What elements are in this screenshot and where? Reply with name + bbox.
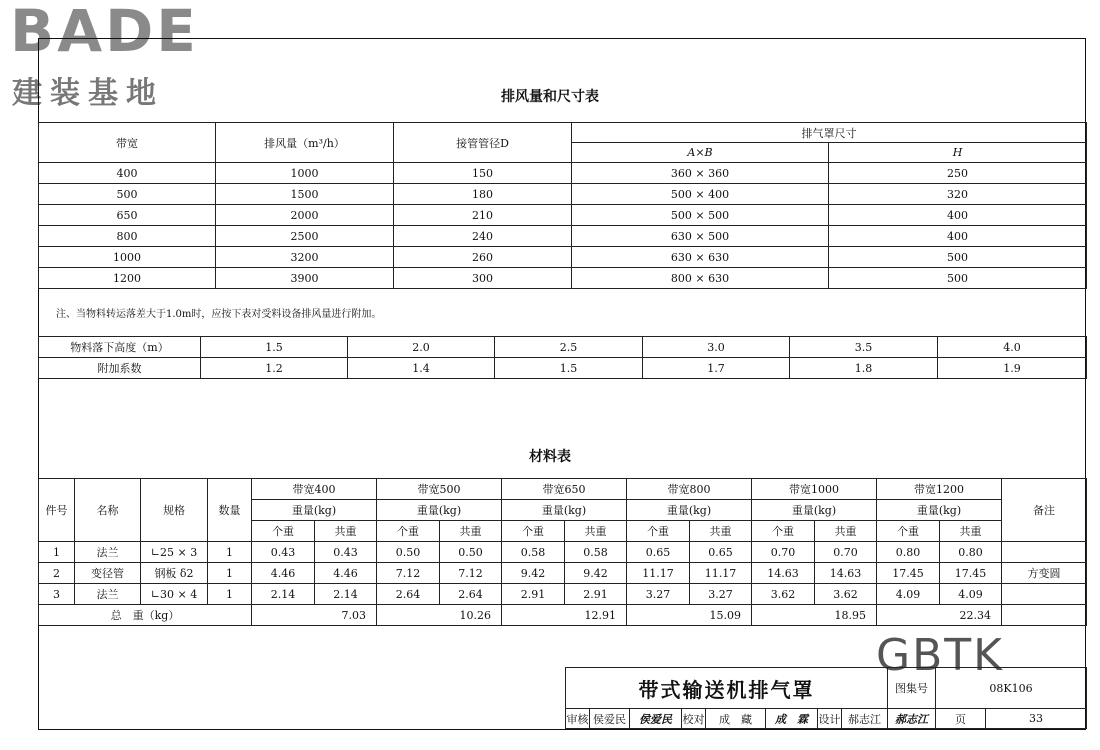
cell: 14.63	[815, 563, 877, 584]
cell: 2	[39, 563, 75, 584]
cell: 2.64	[377, 584, 440, 605]
cell: 320	[829, 184, 1087, 205]
cell: 0.65	[627, 542, 690, 563]
cell: 2.0	[348, 337, 495, 358]
table-row	[39, 163, 1087, 184]
table-row	[39, 584, 1087, 605]
header-no: 件号	[39, 479, 75, 542]
checker-name: 成 藏	[706, 709, 766, 729]
cell: 14.63	[752, 563, 815, 584]
cell: 1.5	[495, 358, 643, 379]
cell: 1.5	[201, 337, 348, 358]
table-row	[39, 563, 1087, 584]
header-belt: 带宽800	[627, 479, 752, 500]
cell: 1500	[216, 184, 394, 205]
header-belt: 带宽1200	[877, 479, 1002, 500]
cell: 0.50	[377, 542, 440, 563]
cell: 2.64	[440, 584, 502, 605]
cell: 3.62	[752, 584, 815, 605]
watermark-text: GBTK	[876, 630, 1005, 681]
cell: 1	[39, 542, 75, 563]
cell: 变径管	[75, 563, 141, 584]
header-belt: 带宽400	[252, 479, 377, 500]
cell: 0.65	[690, 542, 752, 563]
table-row	[39, 268, 1087, 289]
table-row	[39, 247, 1087, 268]
cell: 钢板 δ2	[141, 563, 208, 584]
cell: 0.43	[315, 542, 377, 563]
total-value: 7.03	[252, 605, 377, 626]
cell: 180	[394, 184, 572, 205]
cell: 1000	[39, 247, 216, 268]
cell: 0.80	[940, 542, 1002, 563]
cell: 0.58	[502, 542, 565, 563]
total-value: 18.95	[752, 605, 877, 626]
design-label: 设计	[818, 709, 842, 729]
header-weight: 重量(kg)	[627, 500, 752, 521]
total-value: 22.34	[877, 605, 1002, 626]
header-belt: 带宽650	[502, 479, 627, 500]
cell: 2000	[216, 205, 394, 226]
header-weight: 重量(kg)	[502, 500, 627, 521]
header-unit: 个重	[752, 521, 815, 542]
cell: 4.09	[940, 584, 1002, 605]
header-axb: A×B	[572, 143, 829, 163]
cell: 400	[829, 226, 1087, 247]
cell: ∟25 × 3	[141, 542, 208, 563]
cell: 360 × 360	[572, 163, 829, 184]
header-weight: 重量(kg)	[252, 500, 377, 521]
cell: ∟30 × 4	[141, 584, 208, 605]
logo-text: BADE	[10, 0, 199, 65]
title-block	[565, 667, 1087, 729]
cell: 400	[39, 163, 216, 184]
designer-signature: 郝志江	[888, 709, 936, 729]
cell: 7.12	[377, 563, 440, 584]
header-hood: 排气罩尺寸	[572, 123, 1087, 143]
page-label: 页	[936, 709, 986, 729]
cell: 0.80	[877, 542, 940, 563]
reviewer-signature: 侯爱民	[630, 709, 682, 729]
drawing-title: 带式输送机排气罩	[566, 668, 888, 709]
total-value: 15.09	[627, 605, 752, 626]
cell: 3	[39, 584, 75, 605]
table-row	[39, 184, 1087, 205]
header-weight: 重量(kg)	[377, 500, 502, 521]
cell: 0.43	[252, 542, 315, 563]
cell: 2.14	[252, 584, 315, 605]
cell: 0.70	[815, 542, 877, 563]
total-value: 12.91	[502, 605, 627, 626]
cell: 500 × 400	[572, 184, 829, 205]
cell: 4.46	[315, 563, 377, 584]
cell: 150	[394, 163, 572, 184]
header-total: 共重	[815, 521, 877, 542]
cell: 500 × 500	[572, 205, 829, 226]
cell: 3200	[216, 247, 394, 268]
cell: 3.0	[643, 337, 790, 358]
cell: 250	[829, 163, 1087, 184]
cell: 4.09	[877, 584, 940, 605]
header-total: 共重	[940, 521, 1002, 542]
header-unit: 个重	[502, 521, 565, 542]
cell: 1000	[216, 163, 394, 184]
cell: 400	[829, 205, 1087, 226]
cell: 3.27	[690, 584, 752, 605]
cell: 1	[208, 563, 252, 584]
cell: 4.46	[252, 563, 315, 584]
cell: 800	[39, 226, 216, 247]
cell: 2500	[216, 226, 394, 247]
header-belt: 带宽1000	[752, 479, 877, 500]
header-belt: 带宽	[39, 123, 216, 163]
cell	[1002, 542, 1087, 563]
cell: 1.4	[348, 358, 495, 379]
table3-title: 材料表	[529, 449, 571, 465]
cell: 650	[39, 205, 216, 226]
header-remark: 备注	[1002, 479, 1087, 542]
check-label: 校对	[682, 709, 706, 729]
cell: 1	[208, 584, 252, 605]
cell: 2.91	[502, 584, 565, 605]
cell: 1200	[39, 268, 216, 289]
note-text: 注、当物料转运落差大于1.0m时，应按下表对受料设备排风量进行附加。	[56, 309, 382, 320]
cell: 0.70	[752, 542, 815, 563]
cell: 1.7	[643, 358, 790, 379]
cell: 1.9	[938, 358, 1087, 379]
designer-name: 郝志江	[842, 709, 888, 729]
header-unit: 个重	[627, 521, 690, 542]
table-row	[39, 226, 1087, 247]
cell: 0.50	[440, 542, 502, 563]
cell: 9.42	[502, 563, 565, 584]
atlas-number: 08K106	[936, 668, 1087, 709]
header-airflow: 排风量（m³/h）	[216, 123, 394, 163]
cell: 800 × 630	[572, 268, 829, 289]
header-qty: 数量	[208, 479, 252, 542]
table-row	[39, 205, 1087, 226]
page-number: 33	[986, 709, 1087, 729]
cell: 630 × 630	[572, 247, 829, 268]
cell: 4.0	[938, 337, 1087, 358]
total-value: 10.26	[377, 605, 502, 626]
table1-title: 排风量和尺寸表	[501, 89, 599, 105]
table-row	[39, 358, 1087, 379]
header-h: H	[829, 143, 1087, 163]
header-total: 共重	[440, 521, 502, 542]
cell: 法兰	[75, 542, 141, 563]
cell: 2.91	[565, 584, 627, 605]
cell: 260	[394, 247, 572, 268]
cell: 7.12	[440, 563, 502, 584]
cell: 1.8	[790, 358, 938, 379]
cell: 17.45	[877, 563, 940, 584]
checker-signature: 成 霖	[766, 709, 818, 729]
cell: 2.14	[315, 584, 377, 605]
materials-table	[38, 478, 1087, 626]
cell: 3.5	[790, 337, 938, 358]
cell: 500	[39, 184, 216, 205]
cell: 方变圆	[1002, 563, 1087, 584]
review-label: 审核	[566, 709, 590, 729]
cell: 17.45	[940, 563, 1002, 584]
total-label: 总 重（kg）	[39, 605, 252, 626]
header-name: 名称	[75, 479, 141, 542]
header-unit: 个重	[377, 521, 440, 542]
cell: 3.62	[815, 584, 877, 605]
header-total: 共重	[565, 521, 627, 542]
atlas-label: 图集号	[888, 668, 936, 709]
header-pipe: 接管管径D	[394, 123, 572, 163]
cell: 300	[394, 268, 572, 289]
header-belt: 带宽500	[377, 479, 502, 500]
cell: 3.27	[627, 584, 690, 605]
airflow-size-table	[38, 122, 1087, 289]
cell: 500	[829, 268, 1087, 289]
table-row	[39, 542, 1087, 563]
cell: 210	[394, 205, 572, 226]
header-unit: 个重	[252, 521, 315, 542]
reviewer-name: 侯爱民	[590, 709, 630, 729]
header-unit: 个重	[877, 521, 940, 542]
cell	[1002, 584, 1087, 605]
total-row	[39, 605, 1087, 626]
cell: 1	[208, 542, 252, 563]
cell: 9.42	[565, 563, 627, 584]
row-label-height: 物料落下高度（m）	[39, 337, 201, 358]
header-total: 共重	[690, 521, 752, 542]
cell: 3900	[216, 268, 394, 289]
cell: 2.5	[495, 337, 643, 358]
header-weight: 重量(kg)	[752, 500, 877, 521]
cell: 法兰	[75, 584, 141, 605]
drop-height-table	[38, 336, 1087, 379]
header-weight: 重量(kg)	[877, 500, 1002, 521]
cell: 500	[829, 247, 1087, 268]
row-label-coefficient: 附加系数	[39, 358, 201, 379]
cell	[1002, 605, 1087, 626]
cell: 11.17	[627, 563, 690, 584]
header-spec: 规格	[141, 479, 208, 542]
cell: 1.2	[201, 358, 348, 379]
cell: 630 × 500	[572, 226, 829, 247]
table-row	[39, 337, 1087, 358]
header-total: 共重	[315, 521, 377, 542]
cell: 0.58	[565, 542, 627, 563]
cell: 11.17	[690, 563, 752, 584]
cell: 240	[394, 226, 572, 247]
logo-subtitle: 建装基地	[12, 76, 164, 111]
